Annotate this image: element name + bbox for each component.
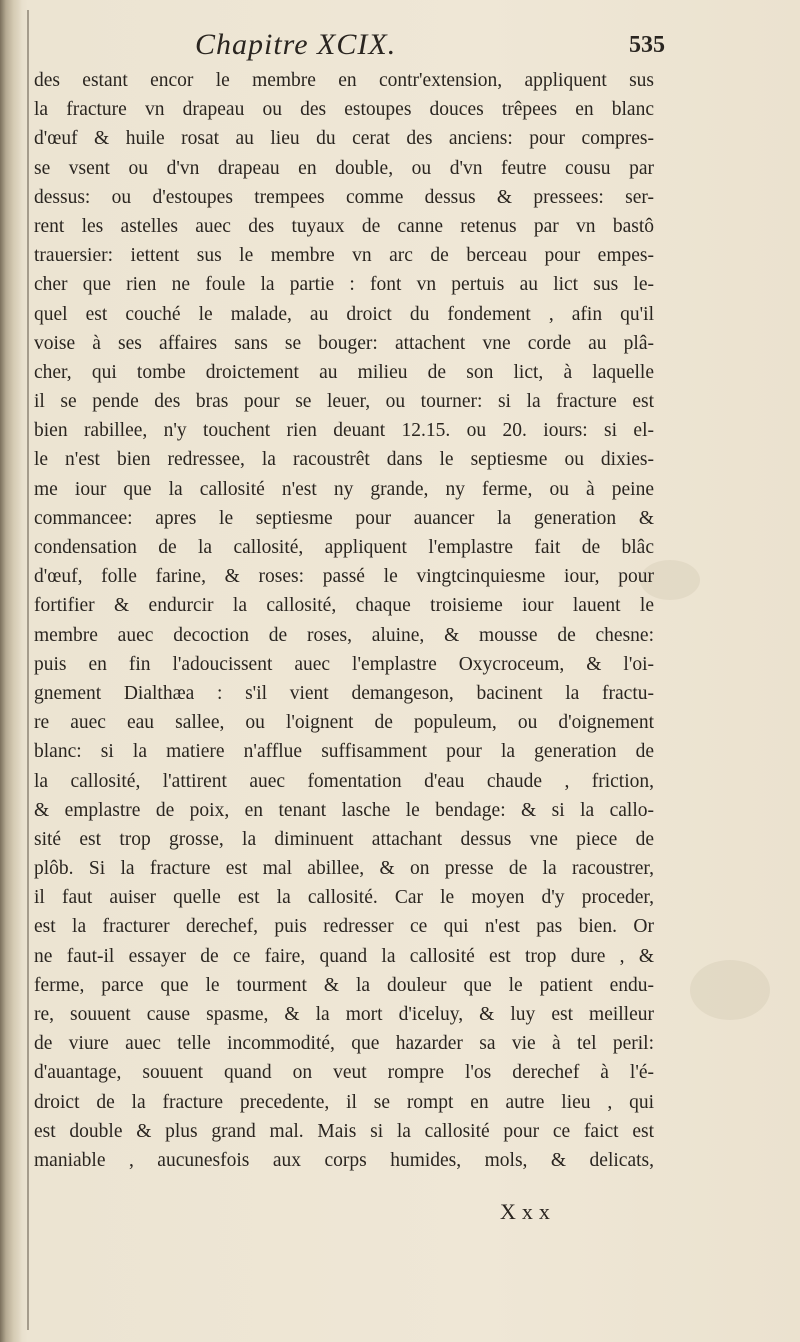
text-line: la callosité, l'attirent auec fomentation d'eau chaude , friction, [34,770,654,792]
text-line: d'œuf & huile rosat au lieu du cerat des anciens: pour compres- [34,128,654,150]
text-line: plôb. Si la fracture est mal abillee, & on presse de la racoustrer, [34,858,654,880]
text-line: est double & plus grand mal. Mais si la callosité pour ce faict est [34,1120,654,1142]
text-line: des estant encor le membre en contr'extension, appliquent sus [34,70,654,91]
text-line: cher, qui tombe droictement au milieu de son lict, à laquelle [34,361,654,383]
text-line: est la fracturer derechef, puis redresser ce qui n'est pas bien. Or [34,916,654,938]
text-line: de viure auec telle incommodité, que hazarder sa vie à tel peril: [34,1033,654,1055]
text-line: maniable , aucunesfois aux corps humides, mols, & delicats, [34,1149,654,1171]
page-header [195,28,665,68]
body-text [34,66,654,1175]
text-line: gnement Dialthæa : s'il vient demangeson, bacinent la fractu- [34,682,654,704]
text-line: puis en fin l'adoucissent auec l'emplastre Oxycroceum, & l'oi- [34,653,654,675]
page-number: 535 [629,32,665,58]
text-line: ferme, parce que le tourment & la douleur que le patient endu- [34,974,654,996]
text-line: il se pende des bras pour se leuer, ou tourner: si la fracture est [34,391,654,413]
text-line: voise à ses affaires sans se bouger: attachent vne corde au plâ- [34,332,654,354]
text-line: la fracture vn drapeau ou des estoupes douces trêpees en blanc [34,99,654,121]
text-line: me iour que la callosité n'est ny grande, ny ferme, ou à peine [34,478,654,500]
text-line: membre auec decoction de roses, aluine, & mousse de chesne: [34,624,654,646]
text-line: droict de la fracture precedente, il se rompt en autre lieu , qui [34,1091,654,1113]
text-line: blanc: si la matiere n'afflue suffisamment pour la generation de [34,741,654,763]
text-line: dessus: ou d'estoupes trempees comme dessus & pressees: ser- [34,186,654,208]
text-line: ne faut-il essayer de ce faire, quand la callosité est trop dure , & [34,945,654,967]
text-line: il faut auiser quelle est la callosité. Car le moyen d'y proceder, [34,887,654,909]
text-line: trauersier: iettent sus le membre vn arc de berceau pour empes- [34,245,654,267]
text-line: commancee: apres le septiesme pour auancer la generation & [34,507,654,529]
text-line: quel est couché le malade, au droict du fondement , afin qu'il [34,303,654,325]
text-line: cher que rien ne foule la partie : font vn pertuis au lict sus le- [34,274,654,296]
text-line: le n'est bien redressee, la racoustrêt dans le septiesme ou dixies- [34,449,654,471]
text-line: d'œuf, folle farine, & roses: passé le vingtcinquiesme iour, pour [34,566,654,588]
binding-edge [27,10,29,1330]
running-head: Chapitre XCIX. [195,28,397,61]
text-line: rent les astelles auec des tuyaux de canne retenus par vn bastô [34,215,654,237]
text-line: fortifier & endurcir la callosité, chaque troisieme iour lauent le [34,595,654,617]
text-line: re auec eau sallee, ou l'oignent de populeum, ou d'oignement [34,712,654,734]
text-line: se vsent ou d'vn drapeau en double, ou d'vn feutre cousu par [34,157,654,179]
text-line: re, souuent cause spasme, & la mort d'iceluy, & luy est meilleur [34,1004,654,1025]
page-gutter [0,0,22,1342]
text-line: condensation de la callosité, appliquent l'emplastre fait de blâc [34,537,654,558]
text-line: bien rabillee, n'y touchent rien deuant 12.15. ou 20. iours: si el- [34,420,654,442]
text-line: d'auantage, souuent quand on veut rompre l'os derechef à l'é- [34,1062,654,1084]
text-line: sité est trop grosse, la diminuent attachant dessus vne piece de [34,828,654,850]
text-line: & emplastre de poix, en tenant lasche le bendage: & si la callo- [34,799,654,821]
paper-stain [690,960,770,1020]
signature-mark: Xxx [500,1199,556,1224]
